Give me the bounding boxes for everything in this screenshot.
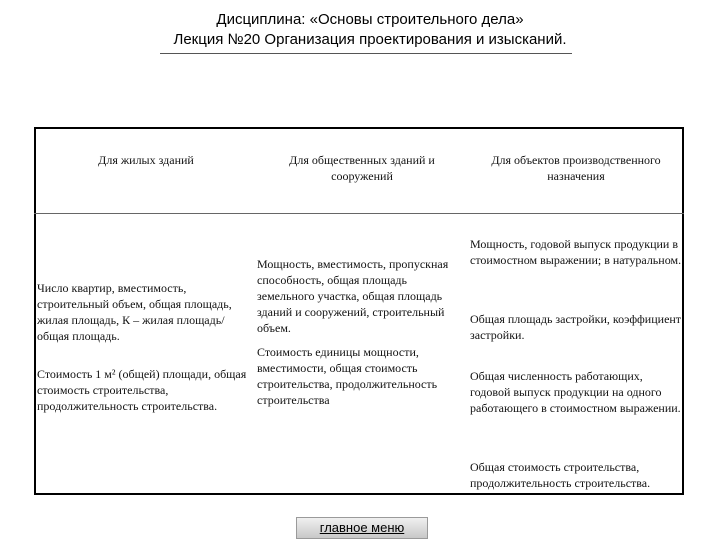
public-metrics: Мощность, вместимость, пропускная способность, общая площадь земельного участка, общая площадь зданий и сооружений, строительный объем. [257, 257, 449, 335]
industrial-costs: Общая стоимость строительства, продолжительность строительства. [470, 460, 651, 490]
main-menu-button[interactable]: главное меню [296, 517, 428, 539]
industrial-workforce: Общая численность работающих, годовой выпуск продукции на одного работающего в стоимостном выражении. [470, 369, 681, 415]
header-divider [160, 53, 572, 54]
table-header-divider [34, 213, 684, 214]
residential-metrics: Число квартир, вместимость, строительный объем, общая площадь, жилая площадь, К – жилая площадь/общая площадь. [37, 281, 232, 343]
lecture-title: Лекция №20 Организация проектирования и изысканий. [173, 31, 567, 48]
discipline-title: Дисциплина: «Основы строительного дела» [216, 11, 524, 28]
column-header-industrial: Для объектов производственного назначения [491, 153, 661, 183]
industrial-capacity: Мощность, годовой выпуск продукции в стоимостном выражении; в натуральном. [470, 237, 682, 267]
residential-costs: Стоимость 1 м² (общей) площади, общая стоимость строительства, продолжительность строительства. [37, 367, 247, 413]
page-header [150, 10, 590, 50]
public-costs: Стоимость единицы мощности, вместимости, общая стоимость строительства, продолжительность строительства [257, 345, 438, 407]
column-header-residential: Для жилых зданий [98, 153, 194, 167]
column-header-public: Для общественных зданий и сооружений [289, 153, 435, 183]
industrial-site-area: Общая площадь застройки, коэффициент застройки. [470, 312, 682, 342]
